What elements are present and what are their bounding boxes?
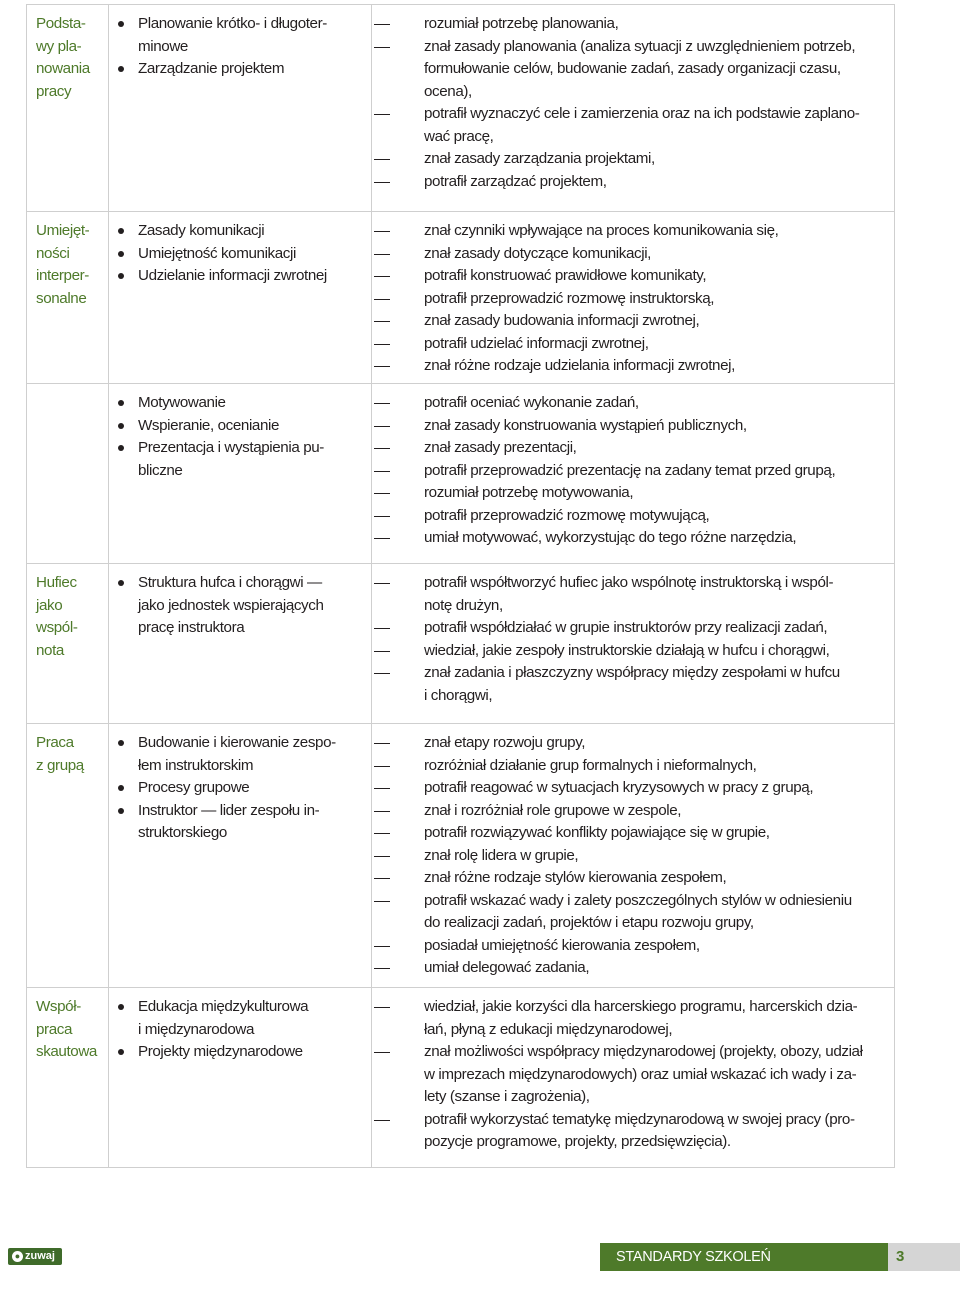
category-cell [27,564,109,724]
topic-item: Planowanie krótko- i długoter- minowe [117,13,363,58]
table-row [27,384,895,564]
outcome-item: wiedział, jakie zespoły instruktorskie działają w hufcu i chorągwi, [400,640,888,663]
table-row [27,564,895,724]
outcome-item: rozróżniał działanie grup formalnych i nieformalnych, [400,755,888,778]
topic-item: Instruktor — lider zespołu in- struktorskiego [117,800,363,845]
outcomes-cell [372,564,895,724]
outcome-item: potrafił przeprowadzić prezentację na zadany temat przed grupą, [400,460,888,483]
table-row [27,724,895,988]
outcome-item: posiadał umiejętność kierowania zespołem, [400,935,888,958]
topics-list [117,996,363,1064]
logo-text: zuwaj [25,1250,55,1262]
topics-cell [109,564,372,724]
outcome-item: potrafił udzielać informacji zwrotnej, [400,333,888,356]
outcomes-list [400,732,888,980]
outcomes-cell [372,724,895,988]
outcome-item: znał zasady dotyczące komunikacji, [400,243,888,266]
outcome-item: potrafił przeprowadzić rozmowę motywującą, [400,505,888,528]
outcome-item: umiał motywować, wykorzystując do tego różne narzędzia, [400,527,888,550]
topic-item: Zasady komunikacji [117,220,363,243]
topics-cell [109,5,372,212]
topics-cell [109,384,372,564]
outcome-item: potrafił wykorzystać tematykę międzynarodową w swojej pracy (pro- pozycje programowe, projekty, przedsięwzięcia). [400,1109,888,1154]
table-row [27,212,895,384]
outcomes-list [400,13,888,193]
logo-mark-icon: ● [12,1251,23,1262]
outcomes-list [400,392,888,550]
outcome-item: znał rolę lidera w grupie, [400,845,888,868]
outcome-item: potrafił reagować w sytuacjach kryzysowych w pracy z grupą, [400,777,888,800]
outcome-item: znał możliwości współpracy międzynarodowej (projekty, obozy, udział w imprezach międzynarodowych) oraz umiał wskazać ich wady i za- lety (szanse i zagrożenia), [400,1041,888,1109]
zuwaj-logo [8,1248,62,1265]
category-label: Podsta- wy pla- nowania pracy [36,15,90,100]
topic-item: Struktura hufca i chorągwi — jako jednostek wspierających pracę instruktora [117,572,363,640]
category-cell [27,212,109,384]
outcome-item: potrafił współtworzyć hufiec jako wspólnotę instruktorską i wspól- notę drużyn, [400,572,888,617]
topics-list [117,13,363,81]
outcomes-cell [372,212,895,384]
topic-item: Projekty międzynarodowe [117,1041,363,1064]
outcome-item: potrafił współdziałać w grupie instruktorów przy realizacji zadań, [400,617,888,640]
topics-cell [109,212,372,384]
category-cell [27,5,109,212]
category-cell [27,384,109,564]
outcomes-cell [372,5,895,212]
category-label: Praca z grupą [36,734,84,774]
topic-item: Wspieranie, ocenianie [117,415,363,438]
standards-table [26,4,895,1168]
footer-title: STANDARDY SZKOLEŃ INSTRUKTORSKICH [600,1243,888,1271]
outcome-item: potrafił zarządzać projektem, [400,171,888,194]
outcome-item: znał różne rodzaje stylów kierowania zespołem, [400,867,888,890]
category-label: Umiejęt- ności interper- sonalne [36,222,90,307]
outcomes-list [400,996,888,1154]
category-label: Hufiec jako wspól- nota [36,574,78,659]
outcome-item: znał etapy rozwoju grupy, [400,732,888,755]
outcome-item: znał zadania i płaszczyzny współpracy między zespołami w hufcu i chorągwi, [400,662,888,707]
topics-list [117,220,363,288]
outcome-item: potrafił oceniać wykonanie zadań, [400,392,888,415]
page-number: 3 [888,1243,960,1271]
topics-list [117,392,363,482]
outcome-item: umiał delegować zadania, [400,957,888,980]
outcome-item: wiedział, jakie korzyści dla harcerskiego programu, harcerskich dzia- łań, płyną z edukacji międzynarodowej, [400,996,888,1041]
topic-item: Udzielanie informacji zwrotnej [117,265,363,288]
topics-cell [109,988,372,1168]
outcome-item: znał różne rodzaje udzielania informacji zwrotnej, [400,355,888,378]
topic-item: Zarządzanie projektem [117,58,363,81]
outcome-item: znał zasady konstruowania wystąpień publicznych, [400,415,888,438]
outcome-item: znał czynniki wpływające na proces komunikowania się, [400,220,888,243]
outcome-item: znał zasady planowania (analiza sytuacji z uwzględnieniem potrzeb, formułowanie celów, budowanie zadań, zasady organizacji czasu, ocena), [400,36,888,104]
outcome-item: znał zasady prezentacji, [400,437,888,460]
topic-item: Budowanie i kierowanie zespo- łem instruktorskim [117,732,363,777]
outcome-item: rozumiał potrzebę motywowania, [400,482,888,505]
category-cell [27,724,109,988]
topic-item: Prezentacja i wystąpienia pu- bliczne [117,437,363,482]
outcomes-list [400,572,888,707]
topics-cell [109,724,372,988]
topic-item: Motywowanie [117,392,363,415]
table-row [27,5,895,212]
outcomes-cell [372,988,895,1168]
topic-item: Procesy grupowe [117,777,363,800]
outcome-item: znał zasady zarządzania projektami, [400,148,888,171]
category-label: Współ- praca skautowa [36,998,97,1060]
outcome-item: potrafił przeprowadzić rozmowę instruktorską, [400,288,888,311]
outcome-item: znał i rozróżniał role grupowe w zespole, [400,800,888,823]
table-row [27,988,895,1168]
topics-list [117,732,363,845]
topic-item: Edukacja międzykulturowa i międzynarodowa [117,996,363,1041]
topic-item: Umiejętność komunikacji [117,243,363,266]
outcome-item: potrafił rozwiązywać konflikty pojawiające się w grupie, [400,822,888,845]
outcomes-cell [372,384,895,564]
outcome-item: znał zasady budowania informacji zwrotnej, [400,310,888,333]
outcome-item: potrafił wyznaczyć cele i zamierzenia oraz na ich podstawie zaplano- wać pracę, [400,103,888,148]
topics-list [117,572,363,640]
outcome-item: potrafił konstruować prawidłowe komunikaty, [400,265,888,288]
category-cell [27,988,109,1168]
outcome-item: rozumiał potrzebę planowania, [400,13,888,36]
outcomes-list [400,220,888,378]
outcome-item: potrafił wskazać wady i zalety poszczególnych stylów w odniesieniu do realizacji zadań, projektów i etapu rozwoju grupy, [400,890,888,935]
